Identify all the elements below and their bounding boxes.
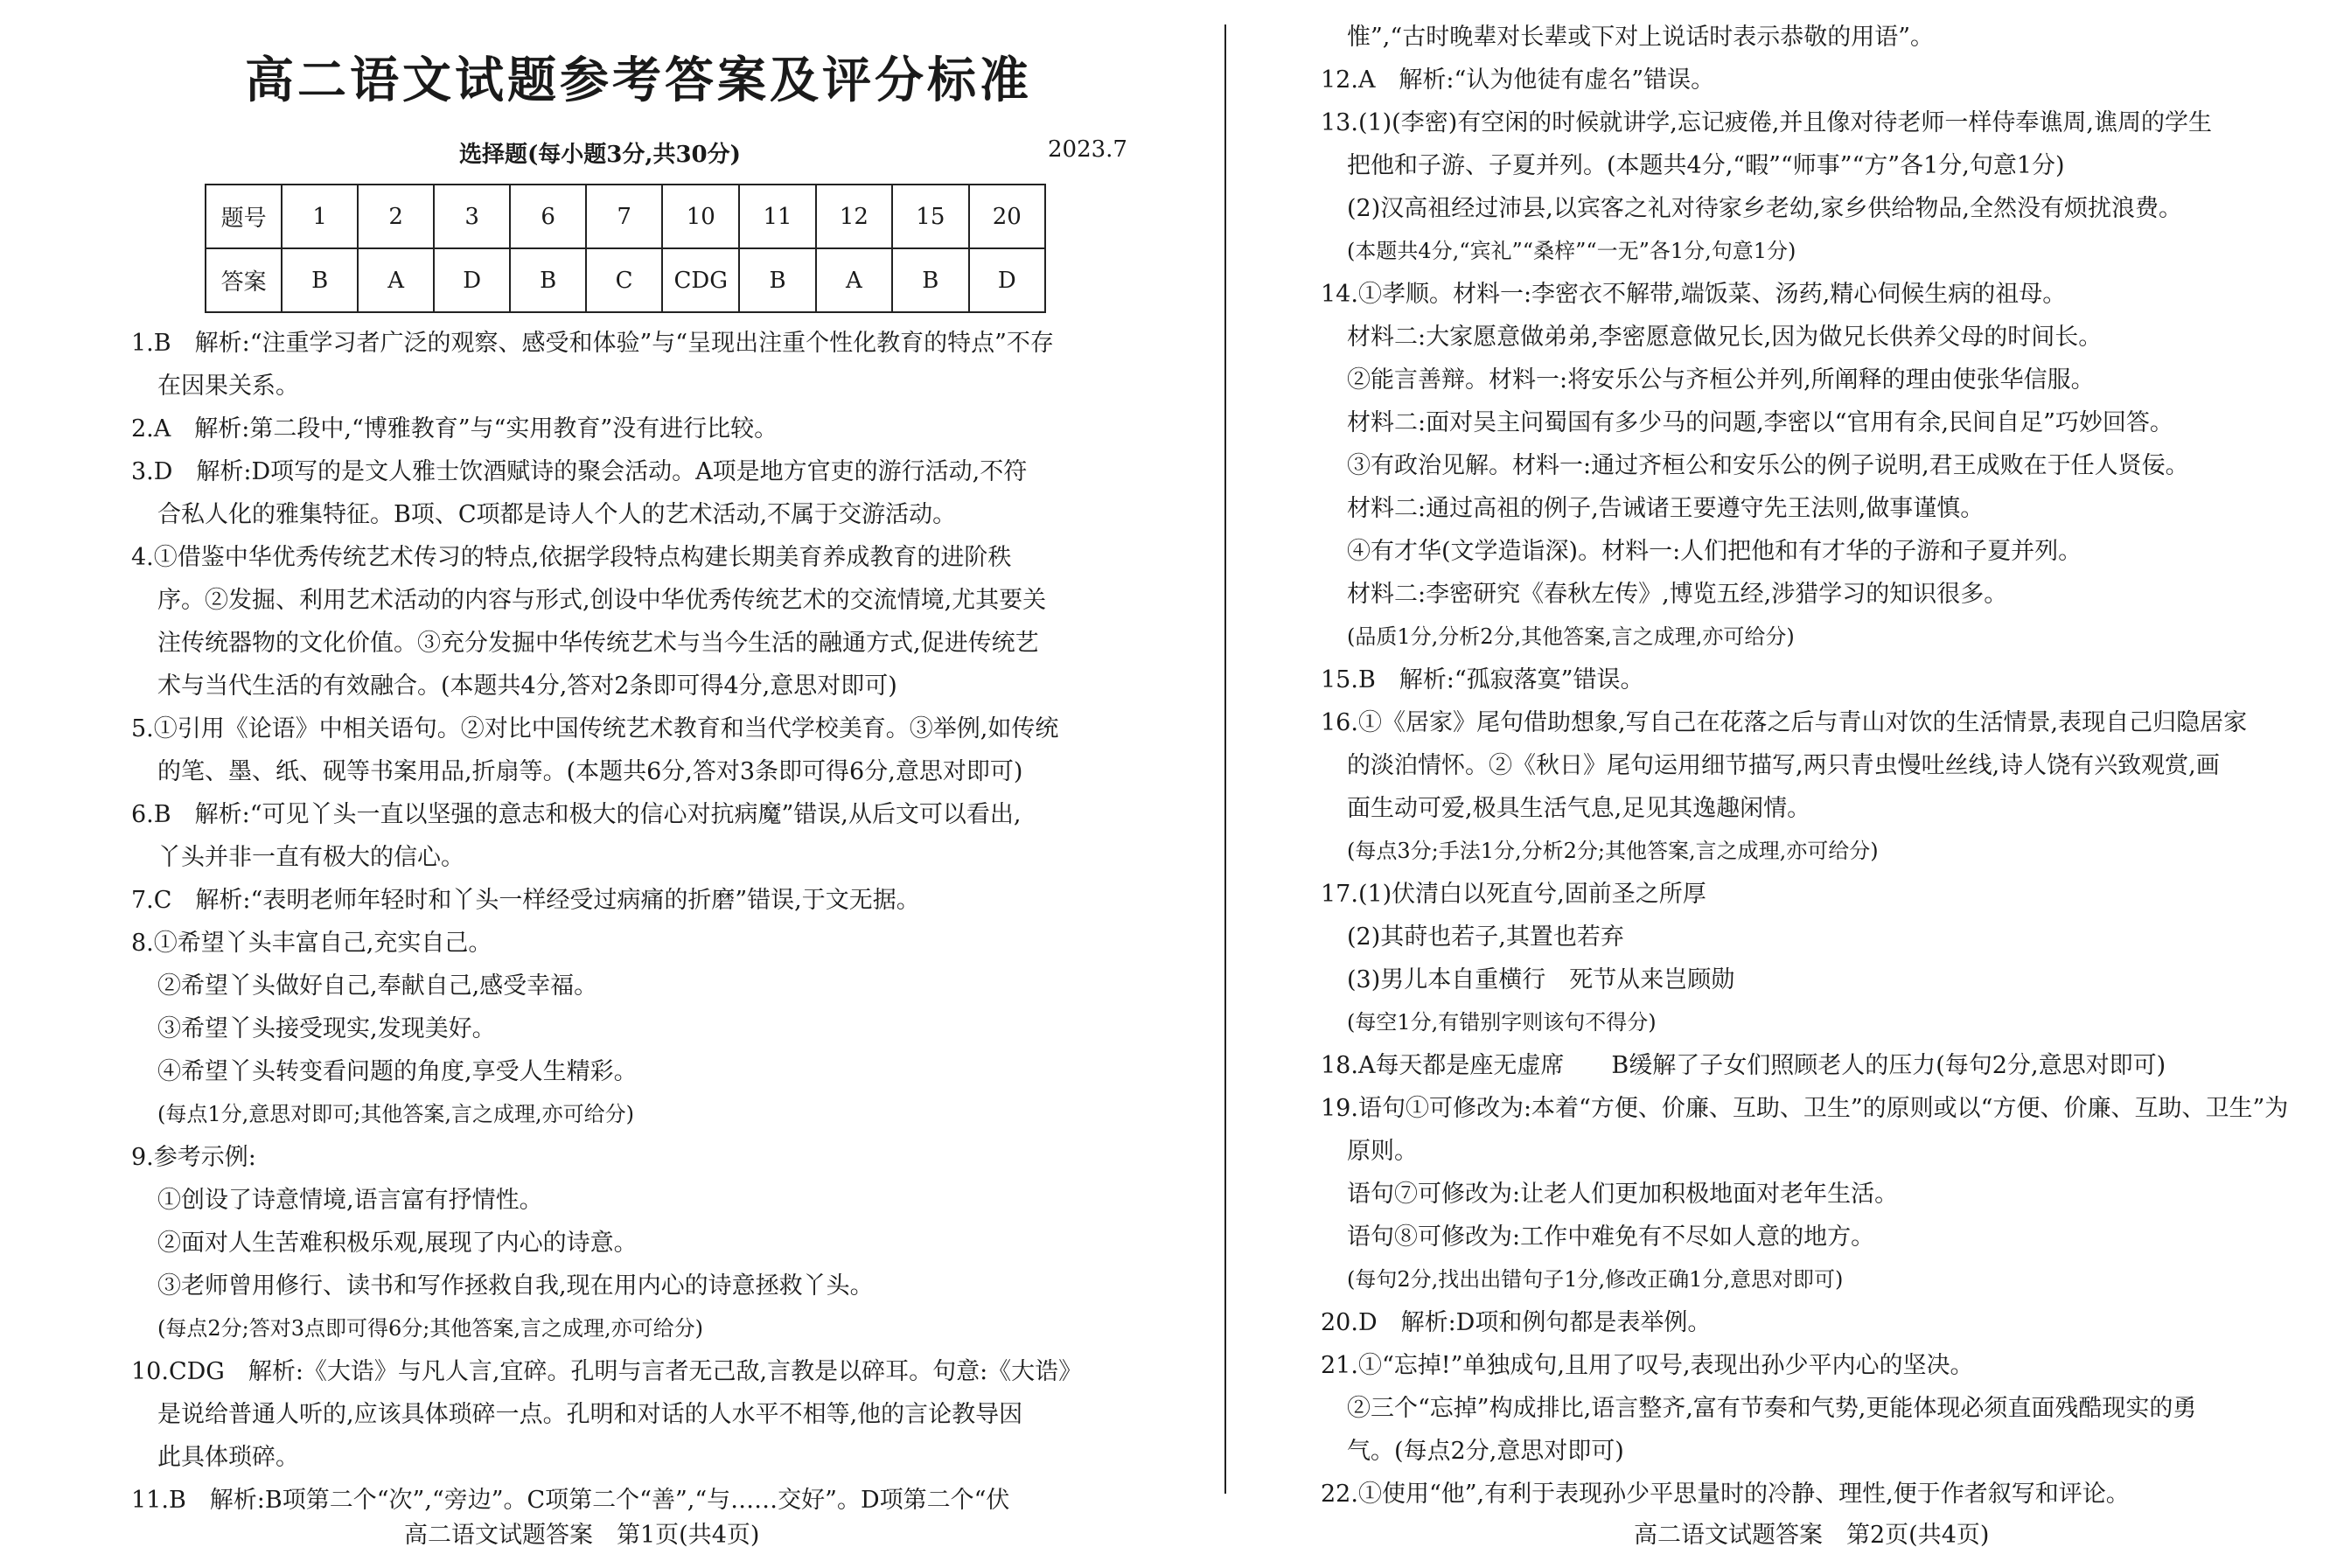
answer-cell: D — [434, 248, 510, 312]
text-line: 序。②发掘、利用艺术活动的内容与形式,创设中华优秀传统艺术的交流情境,尤其要关 — [157, 587, 1047, 614]
question-number: 20 — [969, 185, 1045, 248]
page-left — [0, 0, 1168, 1568]
answer-table-answer-row — [206, 248, 1045, 312]
answer-cell: B — [739, 248, 815, 312]
question-number: 12 — [816, 185, 892, 248]
text-line: 18.A每天都是座无虚席 B缓解了子女们照顾老人的压力(每句2分,意思对即可) — [1321, 1052, 2166, 1079]
text-line: ④希望丫头转变看问题的角度,享受人生精彩。 — [157, 1058, 638, 1085]
text-line: 11.B 解析:B项第二个“次”,“旁边”。C项第二个“善”,“与……交好”。D项第二个“伏 — [131, 1487, 1010, 1514]
text-line: 6.B 解析:“可见丫头一直以坚强的意志和极大的信心对抗病魔”错误,从后文可以看出, — [131, 801, 1022, 828]
scoring-note: (本题共4分,“宾礼”“桑梓”“一无”各1分,句意1分) — [1347, 239, 1796, 263]
text-line: (3)男儿本自重横行 死节从来岂顾勋 — [1347, 966, 1735, 993]
content-right — [1321, 16, 2327, 1516]
answer-cell: D — [969, 248, 1045, 312]
answer-cell: A — [816, 248, 892, 312]
answer-cell: C — [586, 248, 662, 312]
question-number: 15 — [892, 185, 968, 248]
text-line: 注传统器物的文化价值。③充分发掘中华传统艺术与当今生活的融通方式,促进传统艺 — [157, 630, 1039, 657]
text-line: 17.(1)伏清白以死直兮,固前圣之所厚 — [1321, 881, 1706, 908]
text-line: 16.①《居家》尾句借助想象,写自己在花落之后与青山对饮的生活情景,表现自己归隐居家 — [1321, 709, 2248, 736]
question-number: 6 — [510, 185, 586, 248]
text-line: 12.A 解析:“认为他徒有虚名”错误。 — [1321, 66, 1715, 94]
text-line: 的笔、墨、纸、砚等书案用品,折扇等。(本题共6分,答对3条即可得6分,意思对即可) — [157, 758, 1023, 785]
text-line: ③有政治见解。材料一:通过齐桓公和安乐公的例子说明,君王成败在于任人贤佞。 — [1347, 452, 2189, 479]
text-line: ③希望丫头接受现实,发现美好。 — [157, 1015, 496, 1042]
text-line: 5.①引用《论语》中相关语句。②对比中国传统艺术教育和当代学校美育。③举例,如传统 — [131, 715, 1059, 742]
doc-date: 2023.7 — [1048, 136, 1127, 163]
text-line: (2)汉高祖经过沛县,以宾客之礼对待家乡老幼,家乡供给物品,全然没有烦扰浪费。 — [1347, 195, 2182, 222]
section-subtitle: 选择题(每小题3分,共30分) — [459, 142, 741, 168]
question-number: 11 — [739, 185, 815, 248]
text-line: 材料二:李密研究《春秋左传》,博览五经,涉猎学习的知识很多。 — [1347, 581, 2008, 608]
text-line: 气。(每点2分,意思对即可) — [1347, 1438, 1624, 1465]
text-line: ②三个“忘掉”构成排比,语言整齐,富有节奏和气势,更能体现必须直面残酷现实的勇 — [1347, 1395, 2197, 1422]
text-line: 1.B 解析:“注重学习者广泛的观察、感受和体验”与“呈现出注重个性化教育的特点”不存 — [131, 330, 1054, 357]
text-line: ②希望丫头做好自己,奉献自己,感受幸福。 — [157, 972, 598, 1000]
doc-title: 高二语文试题参考答案及评分标准 — [245, 52, 1032, 109]
text-line: 此具体琐碎。 — [157, 1444, 299, 1471]
text-line: 20.D 解析:D项和例句都是表举例。 — [1321, 1309, 1712, 1336]
scoring-note: (每点3分;手法1分,分析2分;其他答案,言之成理,亦可给分) — [1347, 839, 1879, 863]
text-line: 材料二:大家愿意做弟弟,李密愿意做兄长,因为做兄长供养父母的时间长。 — [1347, 324, 2103, 351]
text-line: ②能言善辩。材料一:将安乐公与齐桓公并列,所阐释的理由使张华信服。 — [1347, 366, 2095, 394]
answer-cell: B — [510, 248, 586, 312]
text-line: 15.B 解析:“孤寂落寞”错误。 — [1321, 666, 1644, 693]
answer-table — [205, 184, 1046, 313]
answer-cell: B — [892, 248, 968, 312]
text-line: 13.(1)(李密)有空闲的时候就讲学,忘记疲倦,并且像对待老师一样侍奉谯周,谯周的学生 — [1321, 109, 2212, 136]
question-number: 10 — [662, 185, 739, 248]
text-line: 把他和子游、子夏并列。(本题共4分,“暇”“师事”“方”各1分,句意1分) — [1347, 152, 2065, 179]
text-line: 语句⑦可修改为:让老人们更加积极地面对老年生活。 — [1347, 1181, 1899, 1208]
text-line: 10.CDG 解析:《大诰》与凡人言,宜碎。孔明与言者无己敌,言教是以碎耳。句意:《大诰》 — [131, 1358, 1083, 1385]
table-header-label: 题号 — [206, 185, 282, 248]
scoring-note: (每空1分,有错别字则该句不得分) — [1347, 1010, 1657, 1035]
scoring-note: (每句2分,找出出错句子1分,修改正确1分,意思对即可) — [1347, 1267, 1844, 1292]
answer-cell: A — [358, 248, 434, 312]
answer-cell: B — [282, 248, 358, 312]
question-number: 2 — [358, 185, 434, 248]
text-line: 语句⑧可修改为:工作中难免有不尽如人意的地方。 — [1347, 1223, 1875, 1251]
text-line: 惟”,“古时晚辈对长辈或下对上说话时表示恭敬的用语”。 — [1347, 24, 1934, 51]
scoring-note: (每点1分,意思对即可;其他答案,言之成理,亦可给分) — [157, 1102, 634, 1126]
question-number: 3 — [434, 185, 510, 248]
text-line: 9.参考示例: — [131, 1144, 256, 1171]
text-line: 材料二:面对吴主问蜀国有多少马的问题,李密以“官用有余,民间自足”巧妙回答。 — [1347, 409, 2173, 436]
text-line: (2)其莳也若子,其置也若弃 — [1347, 923, 1624, 951]
text-line: 8.①希望丫头丰富自己,充实自己。 — [131, 930, 492, 957]
page-footer-right: 高二语文试题答案 第2页(共4页) — [1634, 1522, 1990, 1549]
text-line: 4.①借鉴中华优秀传统艺术传习的特点,依据学段特点构建长期美育养成教育的进阶秩 — [131, 544, 1012, 571]
text-line: 2.A 解析:第二段中,“博雅教育”与“实用教育”没有进行比较。 — [131, 415, 778, 443]
text-line: 7.C 解析:“表明老师年轻时和丫头一样经受过病痛的折磨”错误,于文无据。 — [131, 887, 920, 914]
text-line: 21.①“忘掉!”单独成句,且用了叹号,表现出孙少平内心的坚决。 — [1321, 1352, 1974, 1379]
text-line: 原则。 — [1347, 1138, 1418, 1165]
question-number: 1 — [282, 185, 358, 248]
text-line: 材料二:通过高祖的例子,告诫诸王要遵守先王法则,做事谨慎。 — [1347, 495, 1985, 522]
text-line: 丫头并非一直有极大的信心。 — [157, 844, 464, 871]
text-line: 的淡泊情怀。②《秋日》尾句运用细节描写,两只青虫慢吐丝线,诗人饶有兴致观赏,画 — [1347, 752, 2220, 779]
answer-table-header-row — [206, 185, 1045, 248]
question-number: 7 — [586, 185, 662, 248]
text-line: 22.①使用“他”,有利于表现孙少平思量时的冷静、理性,便于作者叙写和评论。 — [1321, 1481, 2130, 1508]
text-line: ③老师曾用修行、读书和写作拯救自我,现在用内心的诗意拯救丫头。 — [157, 1272, 874, 1300]
text-line: 合私人化的雅集特征。B项、C项都是诗人个人的艺术活动,不属于交游活动。 — [157, 501, 957, 528]
text-line: ②面对人生苦难积极乐观,展现了内心的诗意。 — [157, 1230, 638, 1257]
scoring-note: (每点2分;答对3点即可得6分;其他答案,言之成理,亦可给分) — [157, 1316, 703, 1341]
text-line: ④有才华(文学造诣深)。材料一:人们把他和有才华的子游和子夏并列。 — [1347, 538, 2082, 565]
text-line: 14.①孝顺。材料一:李密衣不解带,端饭菜、汤药,精心伺候生病的祖母。 — [1321, 281, 2067, 308]
scoring-note: (品质1分,分析2分,其他答案,言之成理,亦可给分) — [1347, 624, 1795, 649]
page-footer-left: 高二语文试题答案 第1页(共4页) — [404, 1522, 760, 1549]
text-line: 是说给普通人听的,应该具体琐碎一点。孔明和对话的人水平不相等,他的言论教导因 — [157, 1401, 1023, 1428]
content-left — [131, 322, 1128, 1522]
answer-cell: CDG — [662, 248, 739, 312]
text-line: 面生动可爱,极具生活气息,足见其逸趣闲情。 — [1347, 795, 1811, 822]
text-line: 19.语句①可修改为:本着“方便、价廉、互助、卫生”的原则或以“方便、价廉、互助、卫生”为 — [1321, 1095, 2289, 1122]
text-line: ①创设了诗意情境,语言富有抒情性。 — [157, 1187, 543, 1214]
text-line: 术与当代生活的有效融合。(本题共4分,答对2条即可得4分,意思对即可) — [157, 672, 897, 700]
text-line: 3.D 解析:D项写的是文人雅士饮酒赋诗的聚会活动。A项是地方官吏的游行活动,不符 — [131, 458, 1028, 485]
text-line: 在因果关系。 — [157, 373, 299, 400]
table-answer-label: 答案 — [206, 248, 282, 312]
